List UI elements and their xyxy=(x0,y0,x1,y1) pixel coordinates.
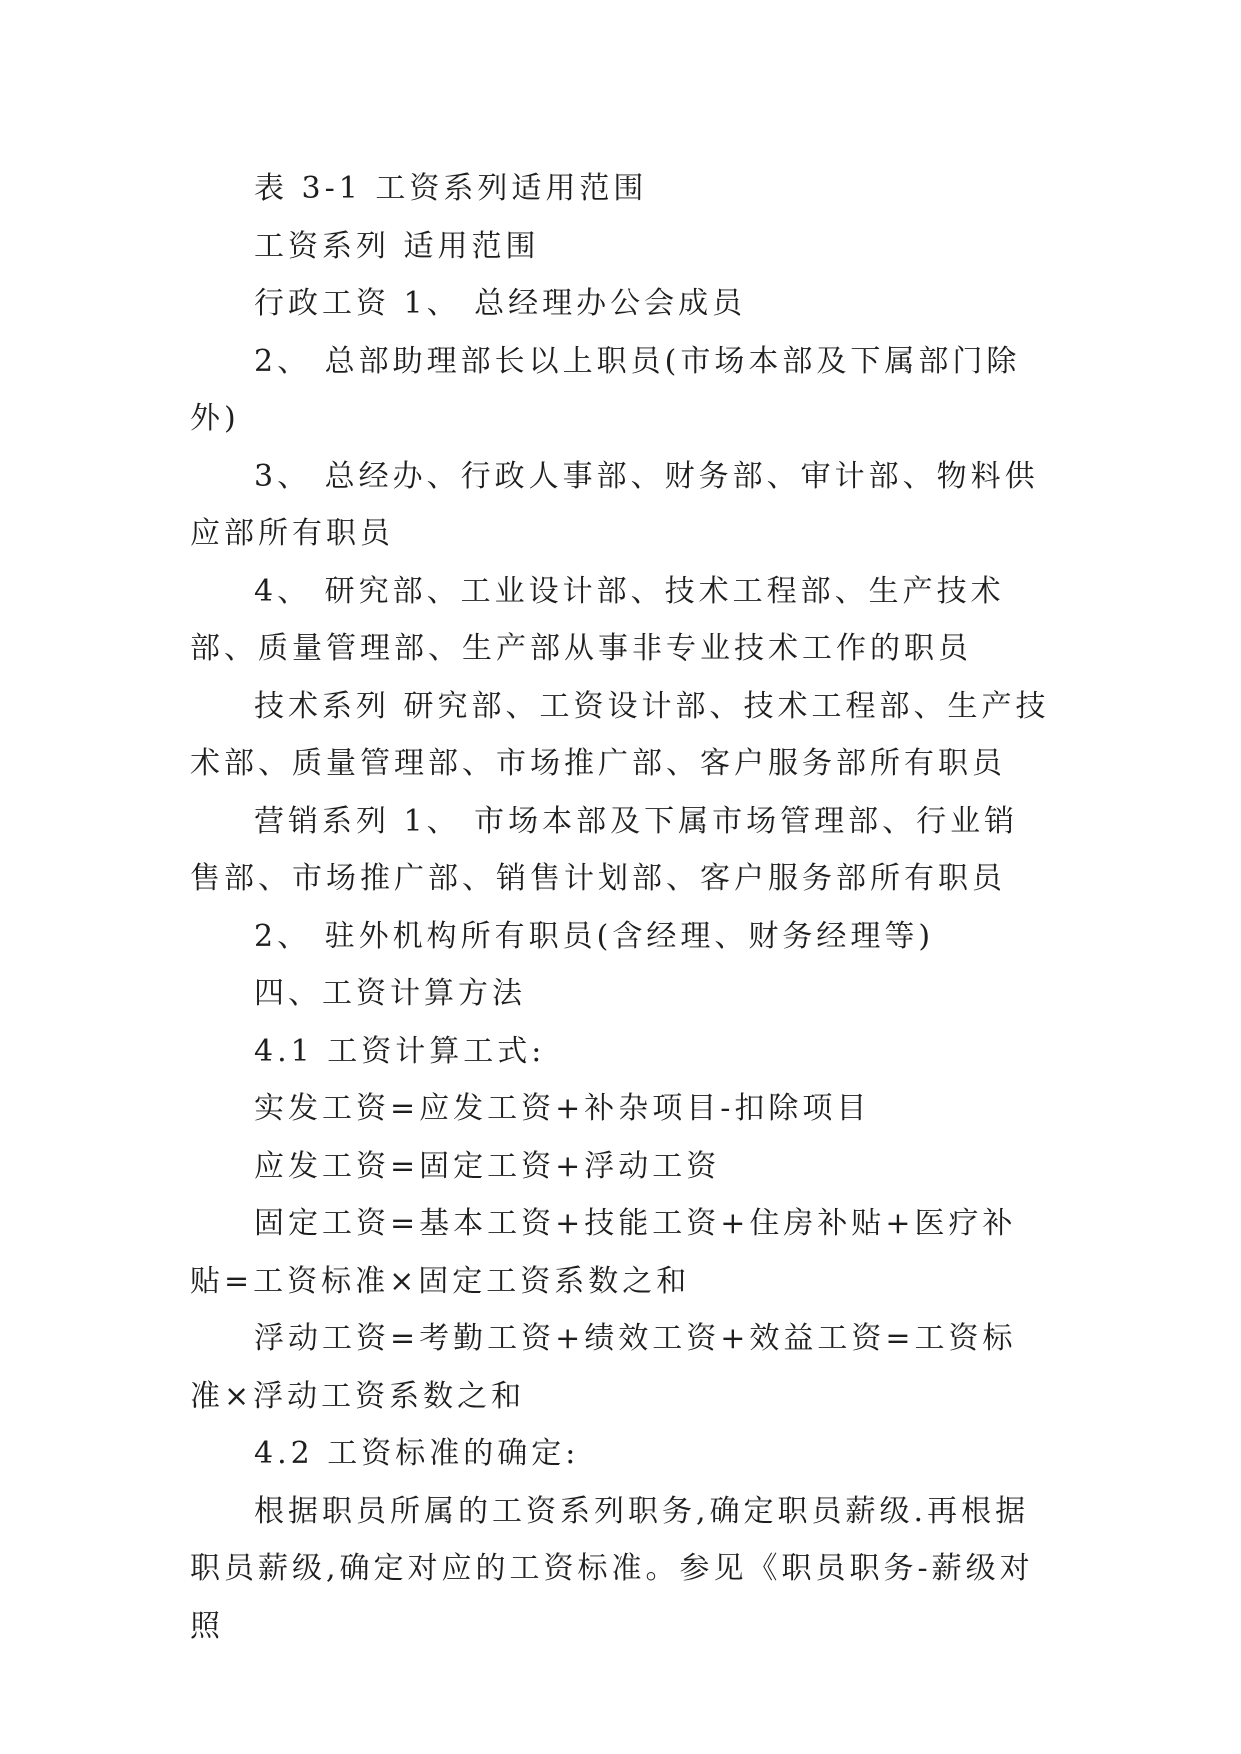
subheading-standard: 4.2 工资标准的确定: xyxy=(254,1436,580,1471)
formula-fixed-pay: 固定工资=基本工资+技能工资+住房补贴+医疗补贴=工资标准×固定工资系数之和 xyxy=(190,1206,1017,1299)
paragraph-admin-3: 3、 总经办、行政人事部、财务部、审计部、物料供应部所有职员 xyxy=(190,458,1039,551)
table-caption: 表 3-1 工资系列适用范围 xyxy=(254,171,648,206)
paragraph-tech-series: 技术系列 研究部、工资设计部、技术工程部、生产技术部、质量管理部、市场推广部、客户服务部所有职员 xyxy=(190,688,1050,781)
paragraph-admin-1: 行政工资 1、 总经理办公会成员 xyxy=(254,286,747,321)
paragraph-admin-2: 2、 总部助理部长以上职员(市场本部及下属部门除外) xyxy=(190,343,1021,436)
formula-variable-pay: 浮动工资=考勤工资+绩效工资+效益工资=工资标准×浮动工资系数之和 xyxy=(190,1321,1017,1414)
paragraph-sales-2: 2、 驻外机构所有职员(含经理、财务经理等) xyxy=(254,918,935,954)
formula-net-pay: 实发工资=应发工资+补杂项目-扣除项目 xyxy=(254,1091,871,1126)
paragraph-sales-1: 营销系列 1、 市场本部及下属市场管理部、行业销售部、市场推广部、销售计划部、客户服务部所有职员 xyxy=(190,803,1019,896)
paragraph-standard-body: 根据职员所属的工资系列职务,确定职员薪级.再根据职员薪级,确定对应的工资标准。参见《职员职务-薪级对照 xyxy=(190,1493,1034,1644)
formula-gross-pay: 应发工资=固定工资+浮动工资 xyxy=(254,1148,721,1184)
table-header-row: 工资系列 适用范围 xyxy=(254,228,540,264)
section-heading-calculation: 四、工资计算方法 xyxy=(254,976,526,1011)
paragraph-admin-4: 4、 研究部、工业设计部、技术工程部、生产技术部、质量管理部、生产部从事非专业技术工作的职员 xyxy=(190,573,1005,666)
document-body xyxy=(190,160,1050,1655)
subheading-formula: 4.1 工资计算工式: xyxy=(254,1033,546,1069)
